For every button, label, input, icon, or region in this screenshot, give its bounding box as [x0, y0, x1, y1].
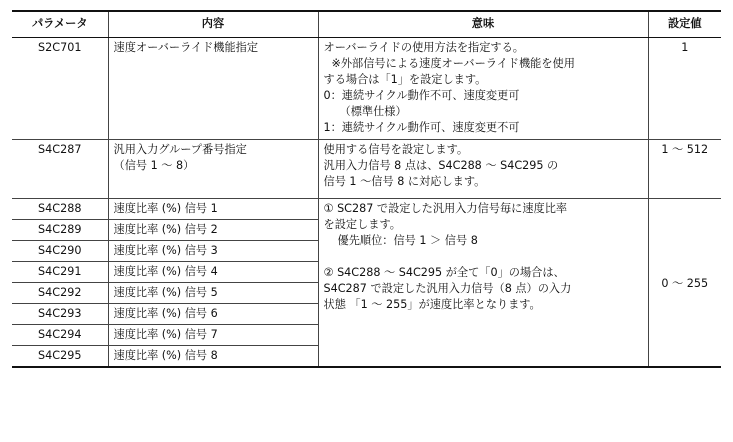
table-row-s2c701 [12, 38, 721, 140]
content-cell: 速度比率 (%) 信号 4 [108, 262, 318, 283]
meaning-line: を設定します。 [323, 218, 401, 231]
meaning-line: 使用する信号を設定します。 [323, 143, 469, 156]
parameter-table [12, 10, 721, 368]
header-value: 設定値 [648, 11, 721, 38]
param-cell: S4C291 [12, 262, 108, 283]
table-header-row [12, 11, 721, 38]
signals-meaning-cell [318, 199, 648, 368]
param-cell: S4C292 [12, 283, 108, 304]
meaning-line: ※外部信号による速度オーバーライド機能を使用 [331, 57, 575, 70]
meaning-line: （標準仕様） [339, 105, 407, 118]
meaning-cell [318, 140, 648, 199]
meaning-line: 1：連続サイクル動作可、速度変更不可 [323, 121, 520, 134]
spacer [324, 249, 643, 265]
meaning-line: 優先順位：信号 1 ＞ 信号 8 [337, 234, 478, 247]
content-cell: 速度比率 (%) 信号 2 [108, 220, 318, 241]
content-line: 汎用入力グループ番号指定 [113, 143, 247, 156]
meaning-line: ① SC287 で設定した汎用入力信号毎に速度比率 [323, 202, 568, 215]
header-content: 内容 [108, 11, 318, 38]
content-cell: 速度比率 (%) 信号 7 [108, 325, 318, 346]
meaning-line: 汎用入力信号 8 点は、S4C288 ～ S4C295 の [323, 159, 559, 172]
content-cell: 速度比率 (%) 信号 3 [108, 241, 318, 262]
value-cell: 1 [648, 38, 721, 140]
table-row-s4c287 [12, 140, 721, 199]
meaning-line: する場合は「1」を設定します。 [323, 73, 487, 86]
meaning-line: 0：連続サイクル動作不可、速度変更可 [323, 89, 520, 102]
content-cell: 速度比率 (%) 信号 5 [108, 283, 318, 304]
param-cell: S4C289 [12, 220, 108, 241]
meaning-cell [318, 38, 648, 140]
content-cell: 速度比率 (%) 信号 6 [108, 304, 318, 325]
content-cell: 速度比率 (%) 信号 8 [108, 346, 318, 368]
content-cell [108, 140, 318, 199]
meaning-line: オーバーライドの使用方法を指定する。 [323, 41, 524, 54]
meaning-line: ② S4C288 ～ S4C295 が全て「0」の場合は、 [323, 266, 565, 279]
param-cell: S4C295 [12, 346, 108, 368]
header-param: パラメータ [12, 11, 108, 38]
content-cell: 速度オーバーライド機能指定 [108, 38, 318, 140]
table-row [12, 199, 721, 220]
param-cell: S4C288 [12, 199, 108, 220]
param-cell: S4C293 [12, 304, 108, 325]
value-cell: 1 ～ 512 [648, 140, 721, 199]
parameter-table-container [12, 10, 721, 368]
param-cell: S4C294 [12, 325, 108, 346]
meaning-line: S4C287 で設定した汎用入力信号（8 点）の入力 [323, 282, 572, 295]
content-cell: 速度比率 (%) 信号 1 [108, 199, 318, 220]
header-meaning: 意味 [318, 11, 648, 38]
param-cell: S4C290 [12, 241, 108, 262]
param-cell: S2C701 [12, 38, 108, 140]
content-line: （信号 1 ～ 8） [113, 159, 195, 172]
param-cell: S4C287 [12, 140, 108, 199]
meaning-line: 状態 「1 ～ 255」が速度比率となります。 [323, 298, 541, 311]
signals-value-cell: 0 ～ 255 [648, 199, 721, 368]
meaning-line: 信号 1 ～信号 8 に対応します。 [323, 175, 486, 188]
